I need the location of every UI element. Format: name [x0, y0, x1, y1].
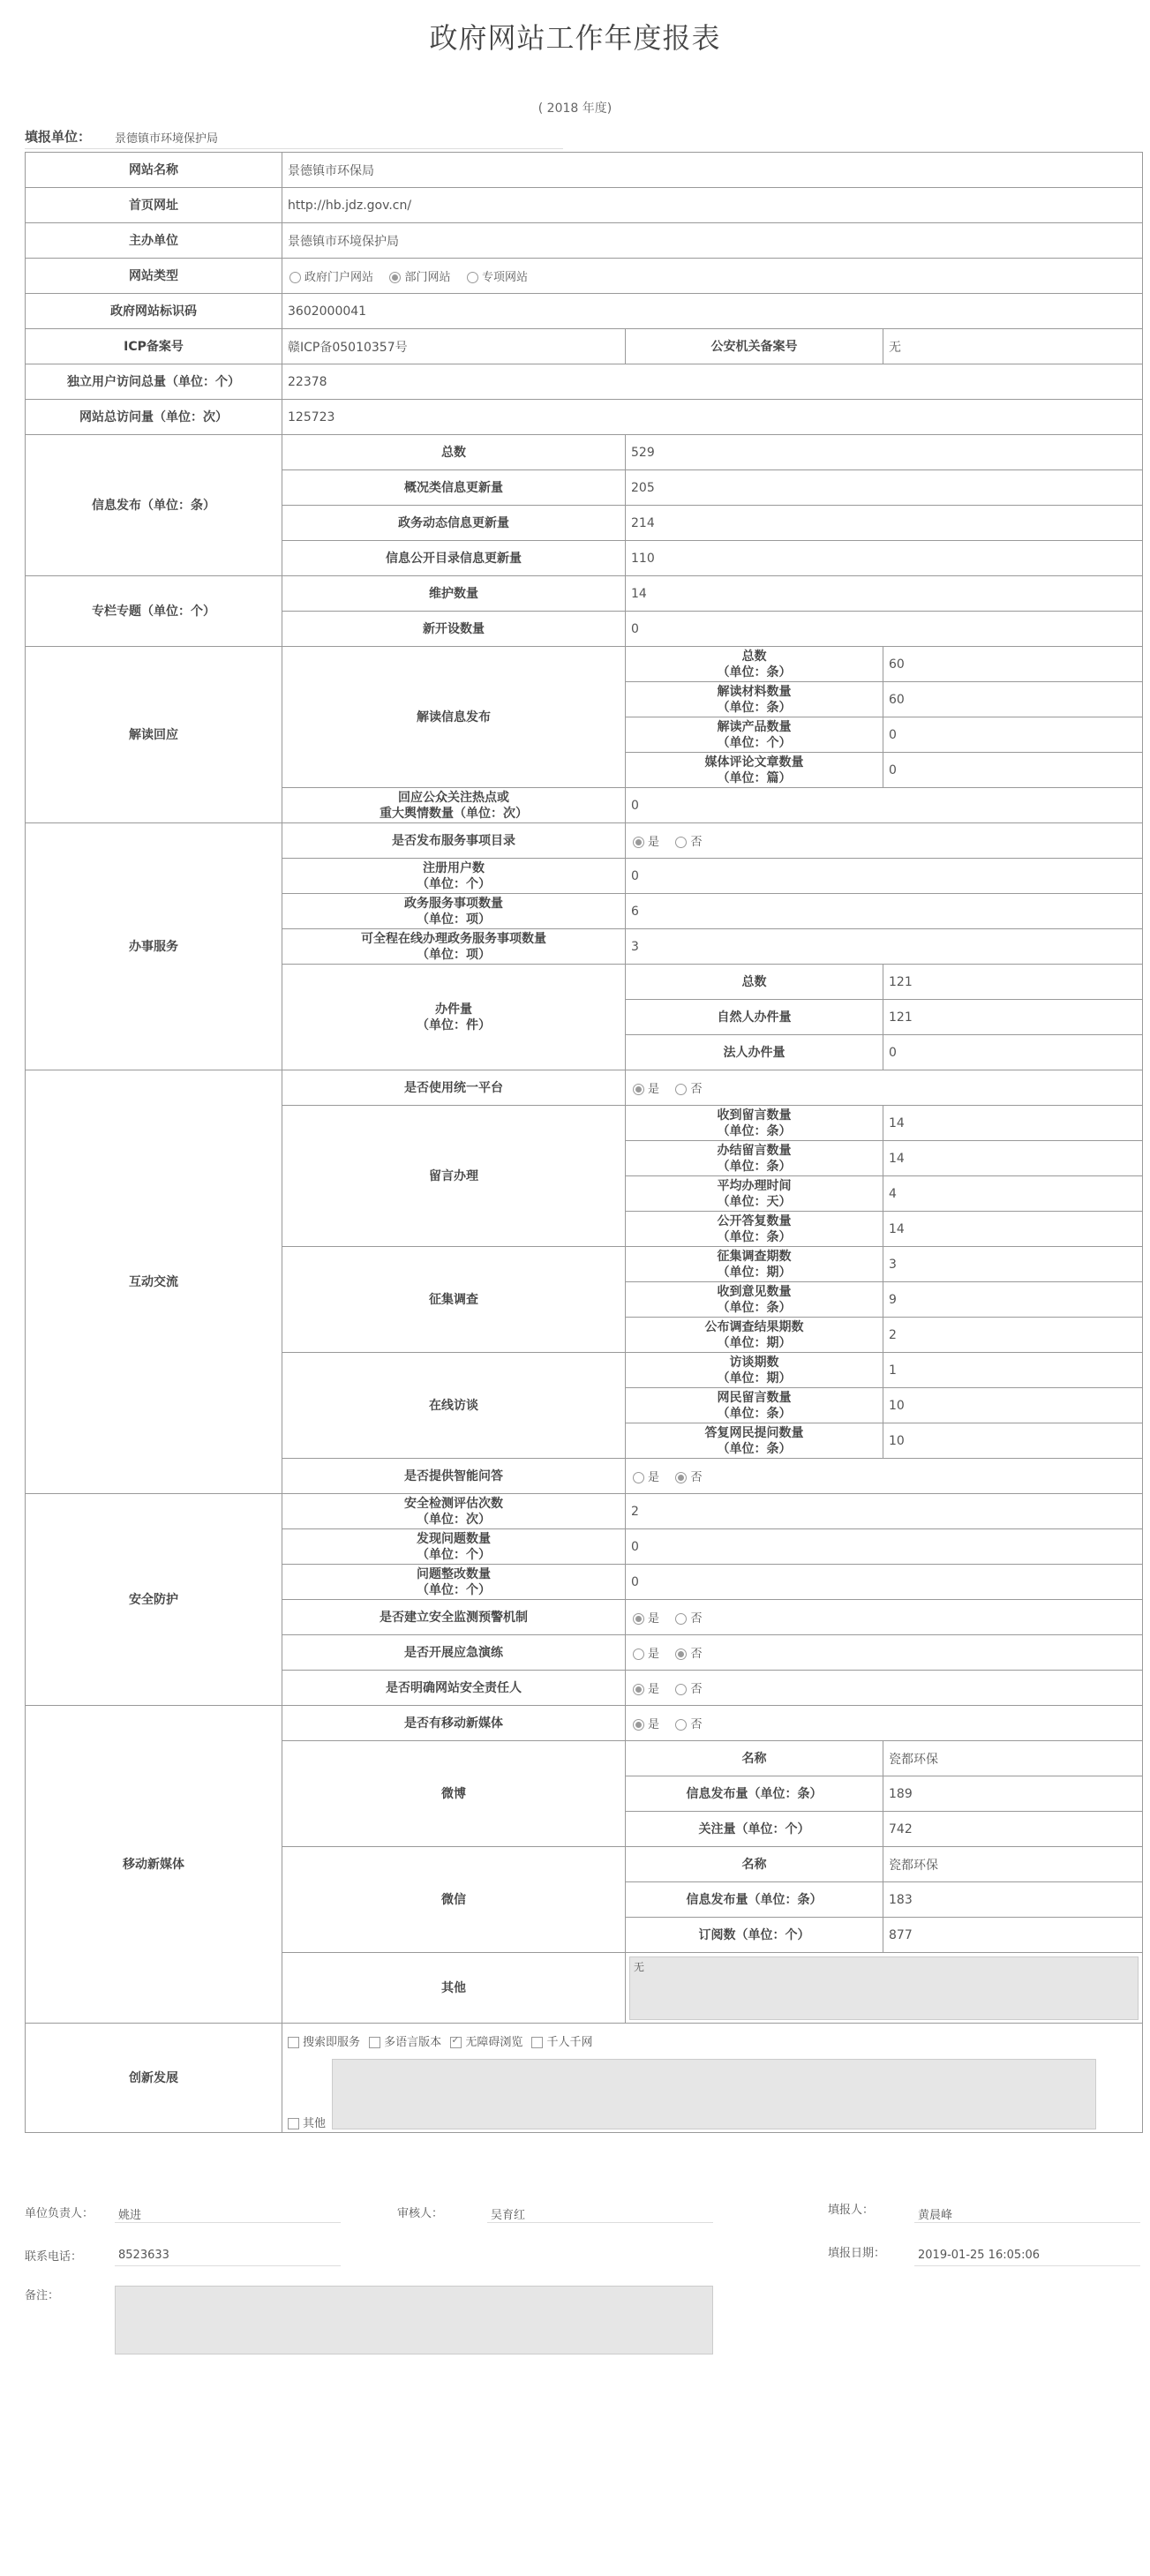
column-section-label: 专栏专题（单位：个）: [26, 576, 282, 647]
info-overview-value: 205: [626, 470, 1143, 506]
innovation-other-option: [284, 2114, 326, 2130]
row-label: 是否明确网站安全责任人: [282, 1671, 626, 1706]
uv-value: 22378: [282, 364, 1143, 400]
catalog-radio-group: [626, 823, 1143, 859]
weibo-followers-value: 742: [883, 1812, 1143, 1847]
table-row: [26, 647, 1143, 682]
row-label: 发现问题数量 （单位：个）: [282, 1529, 626, 1565]
row-label: 公布调查结果期数 （单位：期）: [626, 1318, 883, 1353]
row-label: 解读材料数量 （单位：条）: [626, 682, 883, 717]
no-label: 否: [690, 1683, 703, 1696]
no-label: 否: [690, 1083, 703, 1096]
row-label: 政务服务事项数量 （单位：项）: [282, 894, 626, 929]
wechat-name-value: 瓷都环保: [883, 1847, 1143, 1882]
yes-label: 是: [648, 1083, 660, 1096]
row-label: 是否使用统一平台: [282, 1070, 626, 1106]
cases-label: 办件量 （单位：件）: [282, 965, 626, 1070]
no-radio[interactable]: [675, 1684, 687, 1695]
yes-radio[interactable]: [633, 1719, 644, 1731]
yes-radio[interactable]: [633, 1613, 644, 1625]
talk-reply-value: 10: [883, 1423, 1143, 1459]
site-type-option-label: 部门网站: [404, 271, 451, 284]
interpret-product-value: 0: [883, 717, 1143, 753]
phone-underline: [115, 2265, 341, 2266]
innovation-option-label: 无障碍浏览: [465, 2036, 523, 2049]
date-underline: [914, 2265, 1140, 2266]
msg-public-value: 14: [883, 1212, 1143, 1247]
mobile-other-cell: [626, 1953, 1143, 2024]
reviewer-value: 吴育红: [491, 2209, 526, 2222]
row-label: 收到意见数量 （单位：条）: [626, 1282, 883, 1318]
wechat-label: 微信: [282, 1847, 626, 1953]
innovation-other-checkbox[interactable]: [288, 2118, 299, 2129]
table-row: [26, 823, 1143, 859]
icp-value: 赣ICP备05010357号: [282, 329, 626, 364]
no-radio[interactable]: [675, 1472, 687, 1483]
row-label: 概况类信息更新量: [282, 470, 626, 506]
filler-underline: [914, 2222, 1140, 2223]
info-section-label: 信息发布（单位：条）: [26, 435, 282, 576]
no-label: 否: [690, 836, 703, 849]
column-maintain-value: 14: [626, 576, 1143, 612]
filler-value: 黄晨峰: [918, 2209, 953, 2222]
found-value: 0: [626, 1529, 1143, 1565]
mobile-other-textarea[interactable]: 无: [629, 1956, 1139, 2020]
fill-unit-field: [25, 124, 563, 149]
row-label: 总数: [282, 435, 626, 470]
no-radio[interactable]: [675, 837, 687, 848]
reviewer-label: 审核人：: [397, 2207, 444, 2220]
no-radio[interactable]: [675, 1648, 687, 1660]
note-label: 备注：: [25, 2289, 60, 2302]
service-section-label: 办事服务: [26, 823, 282, 1070]
table-row: [26, 223, 1143, 259]
mobile-radio-group: [626, 1706, 1143, 1741]
table-row: [26, 435, 1143, 470]
yes-radio[interactable]: [633, 837, 644, 848]
interpret-material-value: 60: [883, 682, 1143, 717]
fixed-value: 0: [626, 1565, 1143, 1600]
innovation-option-label: 多语言版本: [384, 2036, 442, 2049]
yes-radio[interactable]: [633, 1684, 644, 1695]
talk-count-value: 1: [883, 1353, 1143, 1388]
info-catalog-value: 110: [626, 541, 1143, 576]
interpret-total-value: 60: [883, 647, 1143, 682]
site-name-value: 景德镇市环保局: [282, 153, 1143, 188]
row-label: 政府网站标识码: [26, 294, 282, 329]
fill-unit-label: 填报单位：: [25, 129, 92, 145]
info-news-value: 214: [626, 506, 1143, 541]
yes-label: 是: [648, 836, 660, 849]
leader-label: 单位负责人：: [25, 2207, 94, 2220]
yes-radio[interactable]: [633, 1648, 644, 1660]
row-label: 名称: [626, 1847, 883, 1882]
pv-value: 125723: [282, 400, 1143, 435]
row-label: 媒体评论文章数量 （单位：篇）: [626, 753, 883, 788]
note-textarea[interactable]: [115, 2286, 713, 2354]
date-value: 2019-01-25 16:05:06: [918, 2249, 1041, 2262]
no-label: 否: [690, 1718, 703, 1731]
table-row: [26, 400, 1143, 435]
phone-value: 8523633: [118, 2249, 169, 2262]
interact-section-label: 互动交流: [26, 1070, 282, 1494]
row-label: 安全检测评估次数 （单位：次）: [282, 1494, 626, 1529]
reviewer-underline: [487, 2222, 713, 2223]
site-type-radio-special[interactable]: [467, 272, 478, 283]
row-label: 总数 （单位：条）: [626, 647, 883, 682]
wechat-posts-value: 183: [883, 1882, 1143, 1918]
page-title: 政府网站工作年度报表: [429, 21, 721, 55]
row-label: 关注量（单位：个）: [626, 1812, 883, 1847]
row-label: 信息公开目录信息更新量: [282, 541, 626, 576]
table-row: [26, 1706, 1143, 1741]
row-label: 主办单位: [26, 223, 282, 259]
wechat-subs-value: 877: [883, 1918, 1143, 1953]
innovation-other-textarea[interactable]: [332, 2059, 1096, 2129]
row-label: ICP备案号: [26, 329, 282, 364]
innovation-option-label: 千人千网: [546, 2036, 593, 2049]
row-label: 是否开展应急演练: [282, 1635, 626, 1671]
innovation-section-label: 创新发展: [26, 2024, 282, 2133]
table-row: [26, 153, 1143, 188]
no-radio[interactable]: [675, 1719, 687, 1731]
report-table: [25, 152, 1143, 2133]
row-label: 新开设数量: [282, 612, 626, 647]
innovation-checkbox[interactable]: [369, 2037, 380, 2048]
row-label: 办结留言数量 （单位：条）: [626, 1141, 883, 1176]
yes-label: 是: [648, 1612, 660, 1626]
police-record-value: 无: [883, 329, 1143, 364]
mobile-other-label: 其他: [282, 1953, 626, 2024]
table-row: [26, 364, 1143, 400]
cases-legal-value: 0: [883, 1035, 1143, 1070]
cases-total-value: 121: [883, 965, 1143, 1000]
innovation-checkbox[interactable]: [531, 2037, 543, 2048]
info-total-value: 529: [626, 435, 1143, 470]
innovation-cell: [282, 2024, 1143, 2133]
service-items-value: 6: [626, 894, 1143, 929]
fill-unit-value: 景德镇市环境保护局: [115, 132, 219, 146]
row-label: 答复网民提问数量 （单位：条）: [626, 1423, 883, 1459]
site-type-radio-department[interactable]: [389, 272, 401, 283]
site-type-option-label: 专项网站: [481, 271, 528, 284]
no-label: 否: [690, 1612, 703, 1626]
table-row: [26, 259, 1143, 294]
site-id-value: 3602000041: [282, 294, 1143, 329]
innovation-checkbox-checked[interactable]: [450, 2037, 462, 2048]
row-label: 是否建立安全监测预警机制: [282, 1600, 626, 1635]
survey-opinion-value: 9: [883, 1282, 1143, 1318]
weibo-label: 微博: [282, 1741, 626, 1847]
table-row: [26, 1070, 1143, 1106]
smart-radio-group: [626, 1459, 1143, 1494]
row-label: 法人办件量: [626, 1035, 883, 1070]
row-label: 总数: [626, 965, 883, 1000]
table-row: [26, 188, 1143, 223]
yes-radio[interactable]: [633, 1472, 644, 1483]
row-label: 信息发布量（单位：条）: [626, 1882, 883, 1918]
host-unit-value: 景德镇市环境保护局: [282, 223, 1143, 259]
interpret-media-value: 0: [883, 753, 1143, 788]
monitor-radio-group: [626, 1600, 1143, 1635]
checks-value: 2: [626, 1494, 1143, 1529]
site-type-option-label: 政府门户网站: [304, 271, 374, 284]
msg-avg-time-value: 4: [883, 1176, 1143, 1212]
row-label: 独立用户访问总量（单位：个）: [26, 364, 282, 400]
site-type-radio-portal[interactable]: [289, 272, 301, 283]
row-label: 访谈期数 （单位：期）: [626, 1353, 883, 1388]
msg-done-value: 14: [883, 1141, 1143, 1176]
table-row: [26, 2024, 1143, 2133]
survey-label: 征集调查: [282, 1247, 626, 1353]
site-type-options: [282, 259, 1143, 294]
innovation-checkbox[interactable]: [288, 2037, 299, 2048]
home-url-value: http://hb.jdz.gov.cn/: [282, 188, 1143, 223]
online-items-value: 3: [626, 929, 1143, 965]
innovation-other-label: 其他: [303, 2117, 327, 2130]
table-row: [26, 294, 1143, 329]
row-label: 解读产品数量 （单位：个）: [626, 717, 883, 753]
row-label: 订阅数（单位：个）: [626, 1918, 883, 1953]
row-label: 是否发布服务事项目录: [282, 823, 626, 859]
row-label: 注册用户数 （单位：个）: [282, 859, 626, 894]
row-label: 自然人办件量: [626, 1000, 883, 1035]
no-radio[interactable]: [675, 1084, 687, 1095]
row-label: 名称: [626, 1741, 883, 1776]
filler-label: 填报人：: [828, 2204, 875, 2217]
owner-radio-group: [626, 1671, 1143, 1706]
phone-label: 联系电话：: [25, 2250, 83, 2264]
no-radio[interactable]: [675, 1613, 687, 1625]
yes-label: 是: [648, 1471, 660, 1484]
yes-label: 是: [648, 1718, 660, 1731]
table-row: [26, 329, 1143, 364]
innovation-options: [284, 2032, 603, 2049]
innovation-option-label: 搜索即服务: [303, 2036, 361, 2049]
interpret-sub-label: 解读信息发布: [282, 647, 626, 788]
survey-result-value: 2: [883, 1318, 1143, 1353]
row-label: 平均办理时间 （单位：天）: [626, 1176, 883, 1212]
drill-radio-group: [626, 1635, 1143, 1671]
leader-value: 姚进: [118, 2209, 142, 2222]
yes-radio[interactable]: [633, 1084, 644, 1095]
row-label: 是否提供智能问答: [282, 1459, 626, 1494]
row-label: 网站名称: [26, 153, 282, 188]
users-value: 0: [626, 859, 1143, 894]
row-label: 收到留言数量 （单位：条）: [626, 1106, 883, 1141]
yes-label: 是: [648, 1648, 660, 1661]
row-label: 回应公众关注热点或 重大舆情数量（单位：次）: [282, 788, 626, 823]
table-row: [26, 1494, 1143, 1529]
mobile-section-label: 移动新媒体: [26, 1706, 282, 2024]
date-label: 填报日期：: [828, 2247, 886, 2260]
row-label: 公开答复数量 （单位：条）: [626, 1212, 883, 1247]
cases-person-value: 121: [883, 1000, 1143, 1035]
survey-count-value: 3: [883, 1247, 1143, 1282]
yes-label: 是: [648, 1683, 660, 1696]
leader-underline: [115, 2222, 341, 2223]
row-label: 网民留言数量 （单位：条）: [626, 1388, 883, 1423]
row-label: 信息发布量（单位：条）: [626, 1776, 883, 1812]
weibo-name-value: 瓷都环保: [883, 1741, 1143, 1776]
row-label: 维护数量: [282, 576, 626, 612]
row-label: 可全程在线办理政务服务事项数量 （单位：项）: [282, 929, 626, 965]
talk-msg-value: 10: [883, 1388, 1143, 1423]
report-year: ( 2018 年度): [537, 101, 613, 116]
table-row: [26, 576, 1143, 612]
row-label: 征集调查期数 （单位：期）: [626, 1247, 883, 1282]
interpret-section-label: 解读回应: [26, 647, 282, 823]
msg-received-value: 14: [883, 1106, 1143, 1141]
talk-label: 在线访谈: [282, 1353, 626, 1459]
row-label: 网站总访问量（单位：次）: [26, 400, 282, 435]
msg-label: 留言办理: [282, 1106, 626, 1247]
platform-radio-group: [626, 1070, 1143, 1106]
row-label: 是否有移动新媒体: [282, 1706, 626, 1741]
police-record-label: 公安机关备案号: [626, 329, 883, 364]
no-label: 否: [690, 1471, 703, 1484]
respond-value: 0: [626, 788, 1143, 823]
row-label: 问题整改数量 （单位：个）: [282, 1565, 626, 1600]
no-label: 否: [690, 1648, 703, 1661]
weibo-posts-value: 189: [883, 1776, 1143, 1812]
row-label: 首页网址: [26, 188, 282, 223]
row-label: 网站类型: [26, 259, 282, 294]
security-section-label: 安全防护: [26, 1494, 282, 1706]
row-label: 政务动态信息更新量: [282, 506, 626, 541]
column-new-value: 0: [626, 612, 1143, 647]
